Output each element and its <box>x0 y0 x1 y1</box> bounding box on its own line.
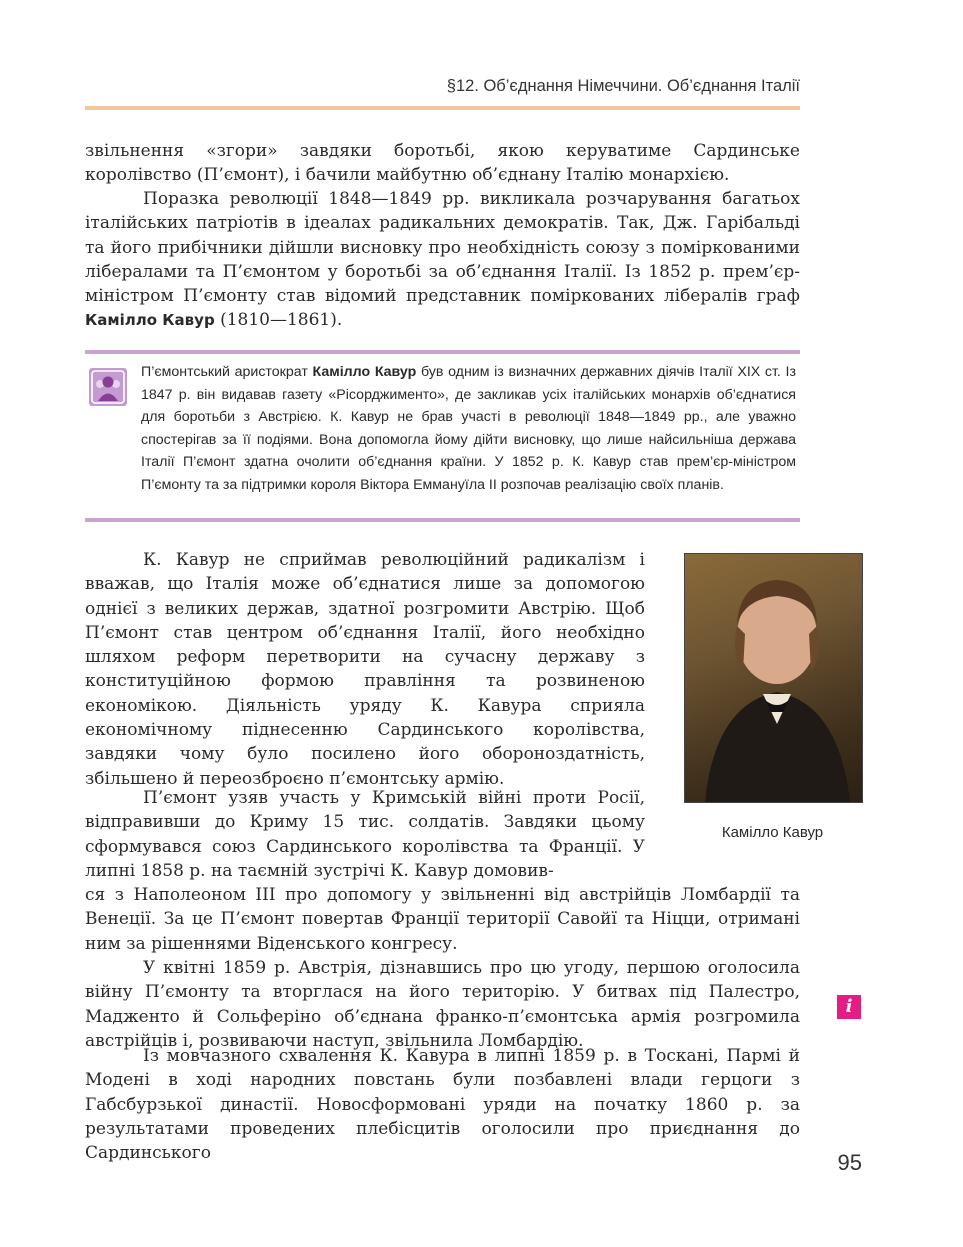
paragraph-4b: ся з Наполеоном ІІІ про допомогу у звільненні від австрійців Ломбардії та Венеції. За це П’ємонт повертав Франції території Савойї та Ніцци, отримані ним за рішеннями Віденського конгресу. <box>85 885 800 954</box>
paragraph-5: У квітні 1859 р. Австрія, дізнавшись про цю угоду, першою оголосила війну П’ємонту та вторглася на його територію. У битвах під Палестро, Мадженто й Сольферіно об’єднана франко-п’ємонтська армія розгромила австрійців і, розвиваючи наступ, звільнила Ломбардію. <box>85 958 800 1051</box>
running-header: §12. Об’єднання Німеччини. Об’єднання Італії <box>446 77 800 95</box>
info-box-text <box>141 361 796 497</box>
paragraph-6: Із мовчазного схвалення К. Кавура в липні 1859 р. в Тоскані, Пармі й Модені в ході народних повстань були позбавлені влади герцоги з Габсбурзької династії. Новосформовані уряди на початку 1860 р. за результатами проведених плебісцитів оголосили про приєднання до Сардинського <box>85 1046 800 1164</box>
page-number: 95 <box>837 1150 862 1175</box>
paragraph-4a: П’ємонт узяв участь у Кримській війні проти Росії, відправивши до Криму 15 тис. солдатів. Завдяки цьому сформувався союз Сардинського королівства та Франції. У липні 1858 р. на таємній зустрічі К. Кавур домовив- <box>85 788 645 881</box>
info-box-name: Камілло Кавур <box>312 364 417 380</box>
paragraph-1: звільнення «згори» завдяки боротьбі, якою керуватиме Сардинське королівство (П’ємонт), і бачили майбутню об’єднану Італію монархією. <box>85 141 800 186</box>
paragraph-3: К. Кавур не сприймав революційний радикалізм і вважав, що Італія може об’єднатися лише за допомогою однієї з великих держав, здатної розгромити Австрію. Щоб П’ємонт став центром об’єднання Італії, його необхідно шляхом реформ перетворити на сучасну державу з конституційною формою правління та розвиненою економікою. Діяльність уряду К. Кавура сприяла економічному піднесенню Сардинського королівства, завдяки чому було посилено його обороноздатність, збільшено й переозброєно п’ємонтську армію. <box>85 550 645 789</box>
portrait-caption: Камілло Кавур <box>721 824 824 841</box>
info-marker-icon: i <box>837 995 861 1019</box>
header-rule <box>85 106 800 110</box>
paragraph-2-name: Камілло Кавур <box>85 311 215 330</box>
person-profile-icon <box>89 368 127 406</box>
info-box-body: був одним із визначних державних діячів Італії XIX ст. Із 1847 р. він видавав газету «Рісорджименто», де закликав усіх італійських монархів об’єднатися для боротьби з Австрією. К. Кавур не брав участі в революції 1848—1849 рр., але уважно спостерігав за її подіями. Вона допомогла йому дійти висновку, що лише найсильніша держава Італії П’ємонт здатна очолити об’єднання країни. У 1852 р. К. Кавур став прем’єр-міністром П’ємонту та за підтримки короля Віктора Еммануїла ІІ розпочав реалізацію своїх планів. <box>141 364 796 493</box>
paragraph-2-end: (1810—1861). <box>214 310 343 331</box>
paragraph-2-text: Поразка революції 1848—1849 рр. викликала розчарування багатьох італійських патріотів в ідеалах радикальних демократів. Так, Дж. Гарібальді та його прибічники дійшли висновку про необхідність союзу з поміркованими лібералами та П’ємонтом у боротьбі за об’єднання Італії. Із 1852 р. прем’єр-міністром П’ємонту став відомий представник поміркованих лібералів граф <box>85 189 800 307</box>
info-box <box>85 350 800 522</box>
paragraph-2 <box>85 187 800 333</box>
info-box-lead: П’ємонтський аристократ <box>141 364 313 380</box>
portrait-image <box>684 553 863 803</box>
